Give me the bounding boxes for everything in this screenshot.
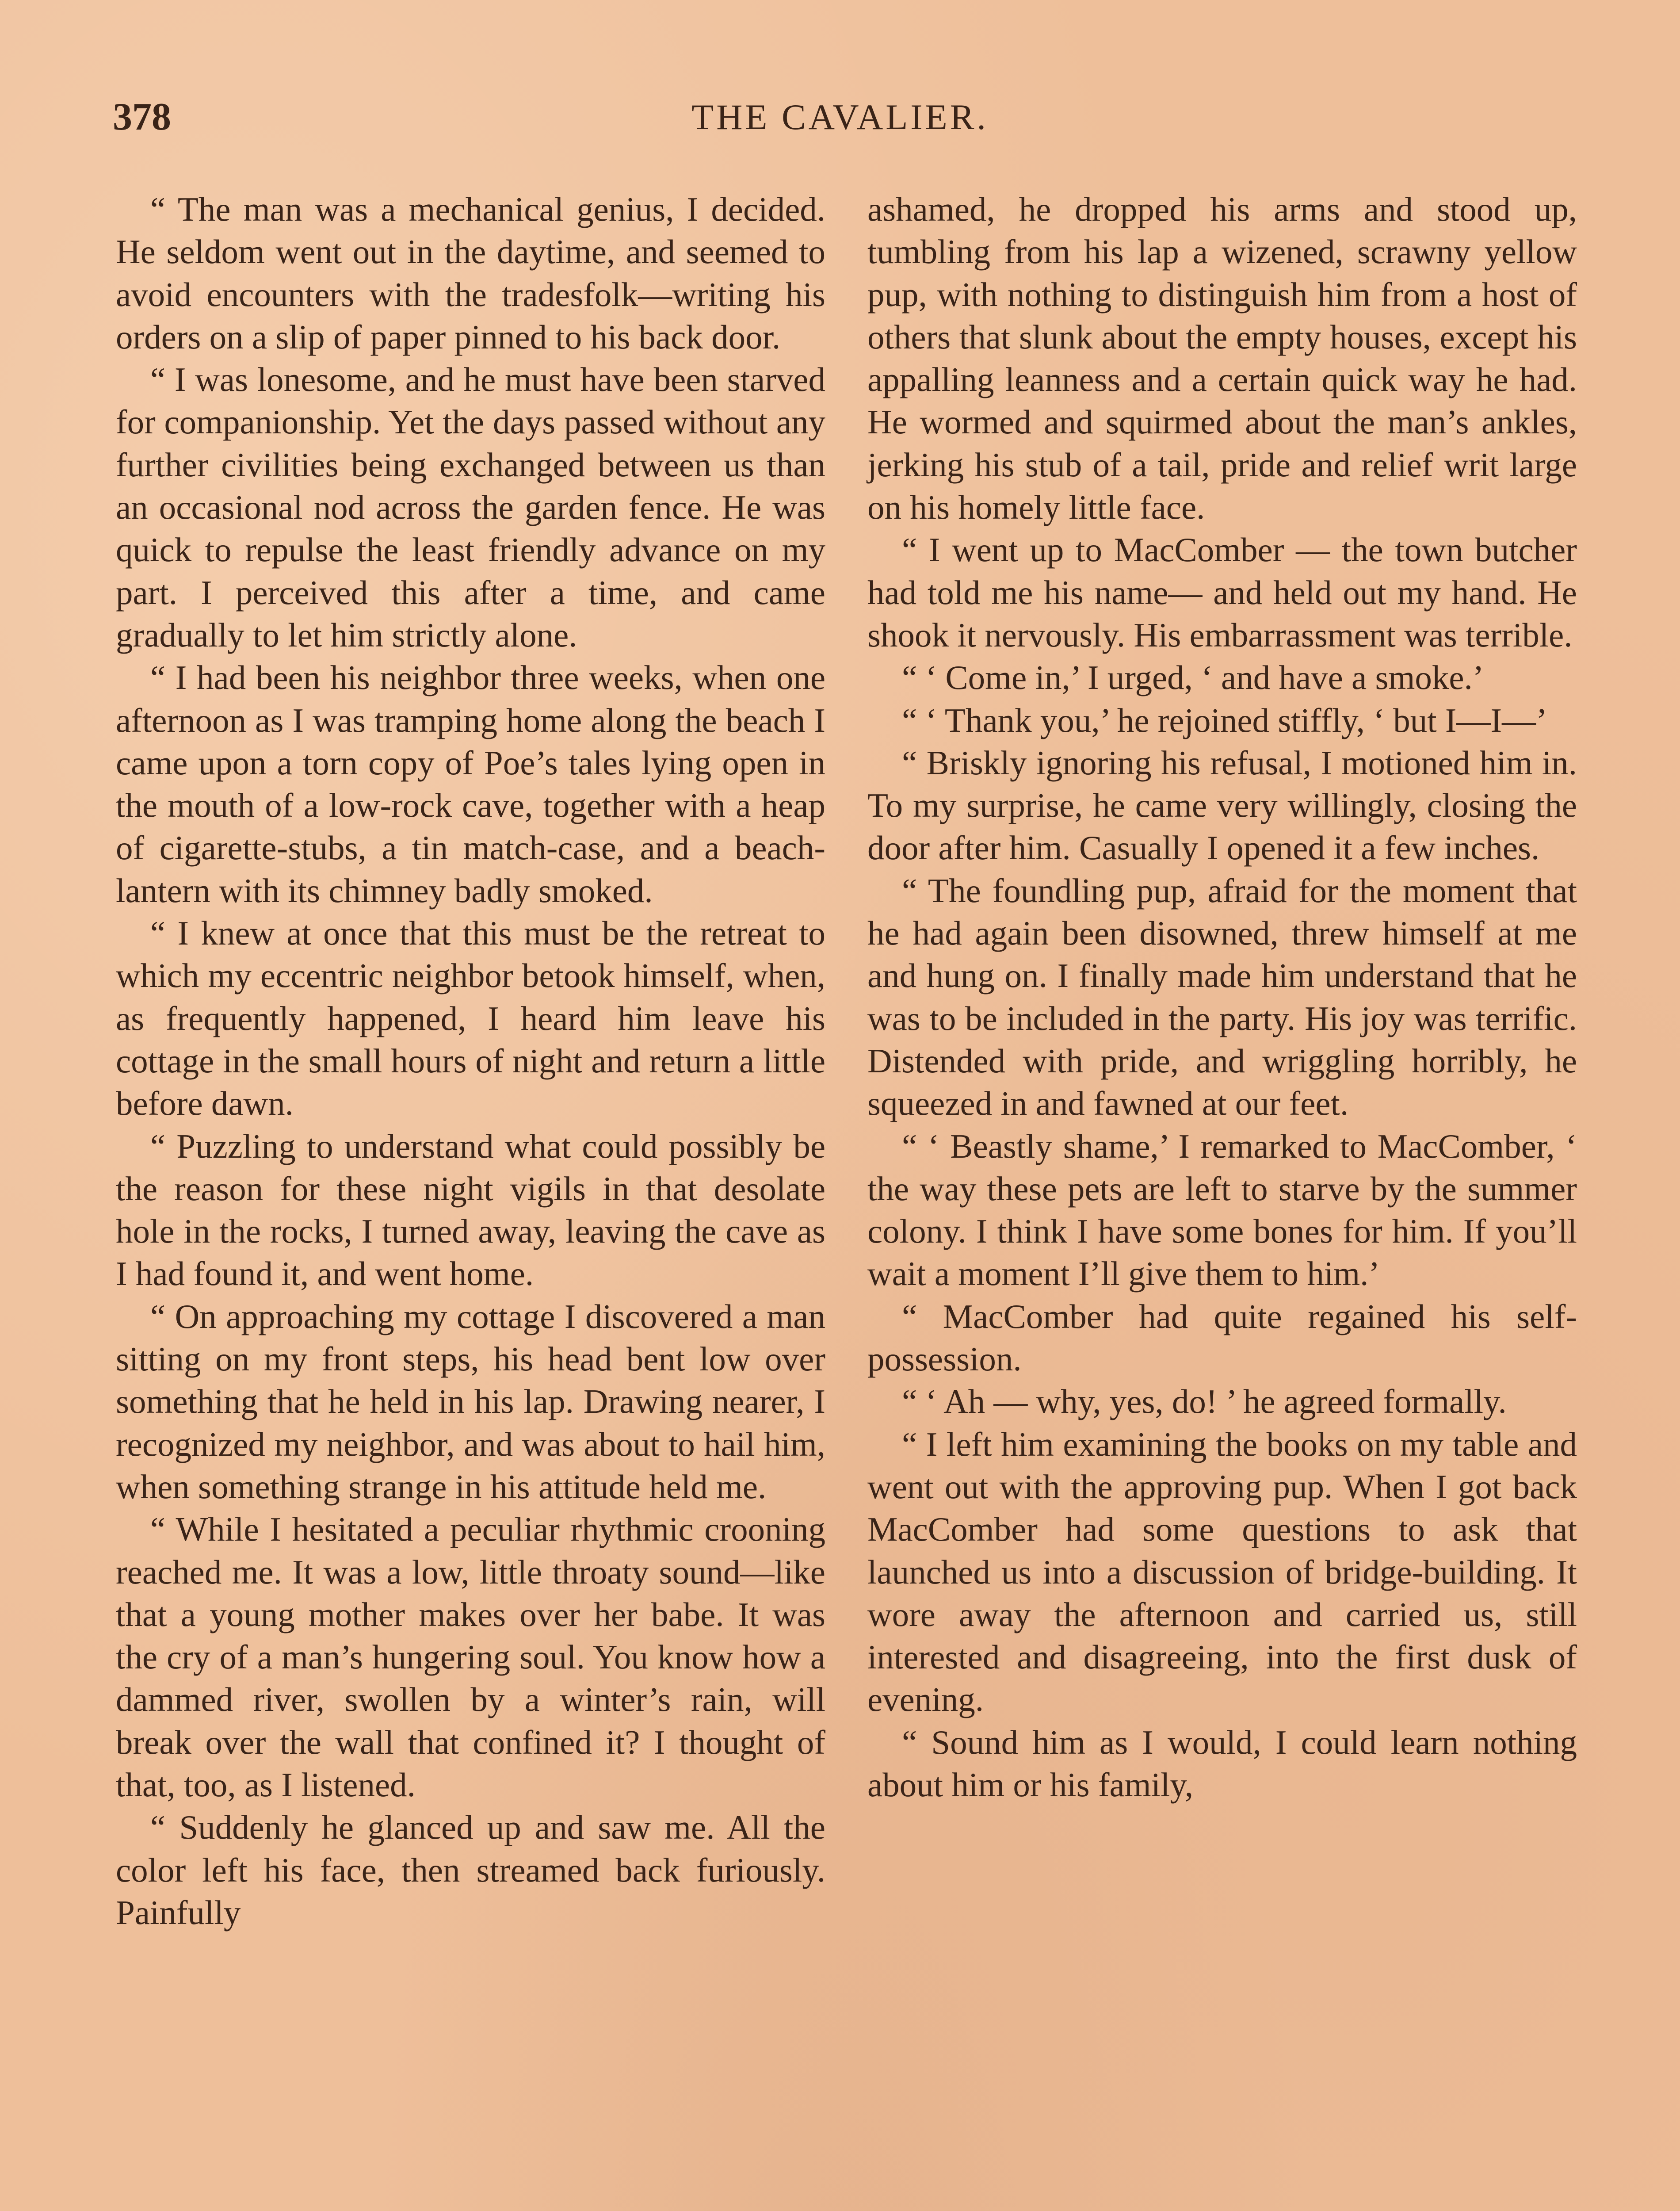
paragraph: “ While I hesitated a peculiar rhythmic crooning reached me. It was a low, little throaty sound—like that a young mother makes over her babe. It was the cry of a man’s hungering soul. You know how a dammed river, swollen by a winter’s rain, will break over the wall that confined it? I thought of that, too, as I listened. (116, 1510, 825, 1804)
paragraph: “ MacComber had quite regained his self-possession. (867, 1297, 1577, 1378)
page-number: 378 (113, 96, 171, 138)
paragraph: “ On approaching my cottage I discovered a man sitting on my front steps, his head bent low over something that he held in his lap. Drawing nearer, I recognized my neighbor, and was about to hail him, when something strange in his attitude held me. (116, 1297, 825, 1506)
paragraph: “ I was lonesome, and he must have been starved for companionship. Yet the days passed without any further civilities being exchanged between us than an occasional nod across the garden fence. He was quick to repulse the least friendly advance on my part. I perceived this after a time, and came gradually to let him strictly alone. (116, 360, 825, 654)
paragraph: “ Briskly ignoring his refusal, I motioned him in. To my surprise, he came very willingly, closing the door after him. Casually I opened it a few inches. (867, 743, 1577, 867)
running-title: THE CAVALIER. (691, 97, 989, 137)
paragraph: “ ‘ Thank you,’ he rejoined stiffly, ‘ but I—I—’ (902, 701, 1547, 739)
paragraph: “ I knew at once that this must be the retreat to which my eccentric neighbor betook himself, when, as frequently happened, I heard him leave his cottage in the small hours of night and return a little before dawn. (116, 914, 825, 1123)
paragraph: “ I went up to MacComber — the town butcher had told me his name— and held out my hand. He shook it nervously. His embarrassment was terrible. (867, 531, 1577, 654)
paragraph: “ ‘ Beastly shame,’ I remarked to MacComber, ‘ the way these pets are left to starve by the summer colony. I think I have some bones for him. If you’ll wait a moment I’ll give them to him.’ (867, 1127, 1577, 1293)
paragraph: “ Suddenly he glanced up and saw me. All the color left his face, then streamed back furiously. Painfully (116, 1808, 825, 1932)
paragraph: ashamed, he dropped his arms and stood up, tumbling from his lap a wizened, scrawny yellow pup, with nothing to distinguish him from a host of others that slunk about the empty houses, except his appalling leanness and a certain quick way he had. He wormed and squirmed about the man’s ankles, jerking his stub of a tail, pride and relief writ large on his homely little face. (867, 190, 1577, 527)
paragraph: “ I had been his neighbor three weeks, when one afternoon as I was tramping home along the beach I came upon a torn copy of Poe’s tales lying open in the mouth of a low-rock cave, together with a heap of cigarette-stubs, a tin match-case, and a beach-lantern with its chimney badly smoked. (116, 658, 825, 910)
paragraph: “ The foundling pup, afraid for the moment that he had again been disowned, threw himself at me and hung on. I finally made him understand that he was to be included in the party. His joy was terrific. Distended with pride, and wriggling horribly, he squeezed in and fawned at our feet. (867, 871, 1577, 1123)
right-column (867, 188, 1577, 1806)
paragraph: “ ‘ Ah — why, yes, do! ’ he agreed formally. (902, 1382, 1507, 1421)
paragraph: “ Sound him as I would, I could learn nothing about him or his family, (867, 1723, 1577, 1804)
paragraph: “ ‘ Come in,’ I urged, ‘ and have a smoke.’ (902, 658, 1484, 697)
paragraph: “ The man was a mechanical genius, I decided. He seldom went out in the daytime, and seemed to avoid encounters with the tradesfolk—writing his orders on a slip of paper pinned to his back door. (116, 190, 825, 356)
paragraph: “ I left him examining the books on my table and went out with the approving pup. When I got back MacComber had some questions to ask that launched us into a discussion of bridge-building. It wore away the afternoon and carried us, still interested and disagreeing, into the first dusk of evening. (867, 1425, 1577, 1719)
page-header (113, 91, 1567, 144)
paragraph: “ Puzzling to understand what could possibly be the reason for these night vigils in that desolate hole in the rocks, I turned away, leaving the cave as I had found it, and went home. (116, 1127, 825, 1293)
left-column (116, 188, 825, 1934)
